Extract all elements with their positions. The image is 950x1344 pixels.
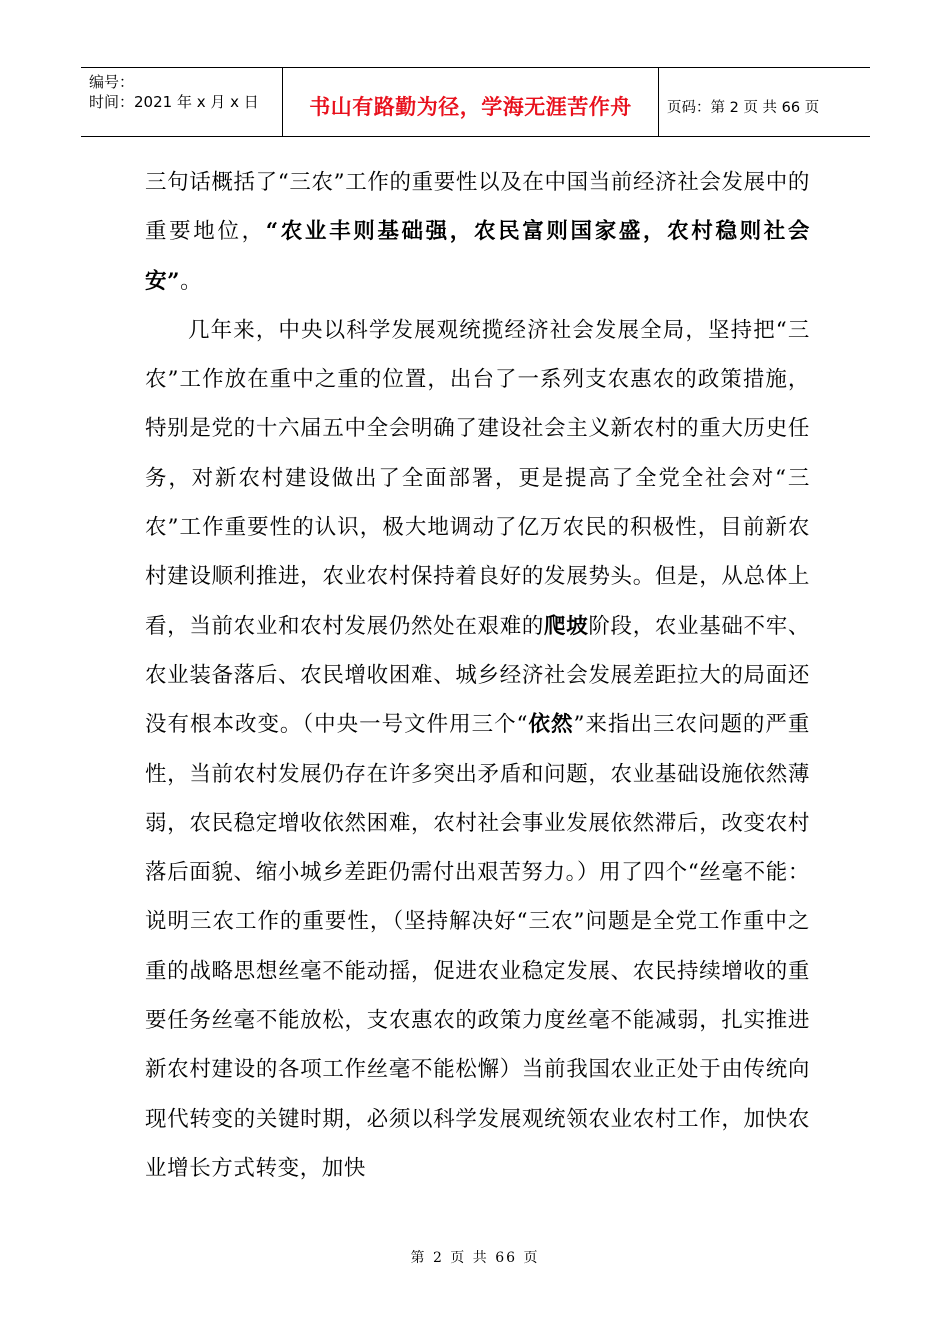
p2-text-a: 几年来，中央以科学发展观统揽经济社会发展全局，坚持把“三农”工作放在重中之重的位置，出台了一系列支农惠农的政策措施，特别是党的十六届五中全会明确了建设社会主义新农村的重大历史任务，对新农村建设做出了全面部署，更是提高了全党全社会对“三农”工作重要性的认识，极大地调动了亿万农民的积极性，目前新农村建设顺利推进，农业农村保持着良好的发展势头。但是，从总体上看，当前农业和农村发展仍然处在艰难的 bbox=[145, 317, 810, 639]
p1-end: 。 bbox=[180, 268, 203, 294]
page-footer: 第 2 页 共 66 页 bbox=[410, 1250, 540, 1266]
page-number-label: 页码：第 2 页 共 66 页 bbox=[667, 99, 820, 116]
paragraph-1 bbox=[145, 158, 810, 306]
number-label: 编号： bbox=[89, 73, 135, 91]
time-label: 时间：2021 年 x 月 x 日 bbox=[89, 93, 259, 111]
p2-text-e: ”来指出三农问题的严重性，当前农村发展仍存在许多突出矛盾和问题，农业基础设施依然薄弱，农民稳定增收依然困难，农村社会事业发展依然滞后，改变农村落后面貌、缩小城乡差距仍需付出艰苦努力。）用了四个“丝毫不能：说明三农工作的重要性，（坚持解决好“三农”问题是全党工作重中之重的战略思想丝毫不能动摇，促进农业稳定发展、农民持续增收的重要任务丝毫不能放松，支农惠农的政策力度丝毫不能减弱，扎实推进新农村建设的各项工作丝毫不能松懈）当前我国农业正处于由传统向现代转变的关键时期，必须以科学发展观统领农业农村工作，加快农业增长方式转变，加快 bbox=[145, 712, 811, 1181]
p1-text: 三句话概括了“三农”工作的重要性以及在中国当前经济社会发展中的重要地位， bbox=[145, 170, 810, 245]
p2-bold-pabo: 爬坡 bbox=[544, 613, 589, 639]
paragraph-2 bbox=[145, 306, 810, 1193]
motto-text: 书山有路勤为径，学海无涯苦作舟 bbox=[309, 95, 632, 119]
header-meta bbox=[81, 68, 283, 136]
page-header bbox=[81, 67, 870, 137]
p1-bold-quote: “农业丰则基础强，农民富则国家盛，农村稳则社会安” bbox=[145, 219, 810, 294]
p2-bold-yiran: 依然 bbox=[528, 712, 574, 738]
p2-text-c: 阶段，农业基础不牢、农业装备落后、农民增收困难、城乡经济社会发展差距拉大的局面还没有根本改变。（中央一号文件用三个“ bbox=[145, 613, 810, 738]
header-motto-cell bbox=[283, 68, 659, 136]
header-page-cell bbox=[659, 68, 870, 136]
document-body bbox=[145, 158, 810, 1193]
